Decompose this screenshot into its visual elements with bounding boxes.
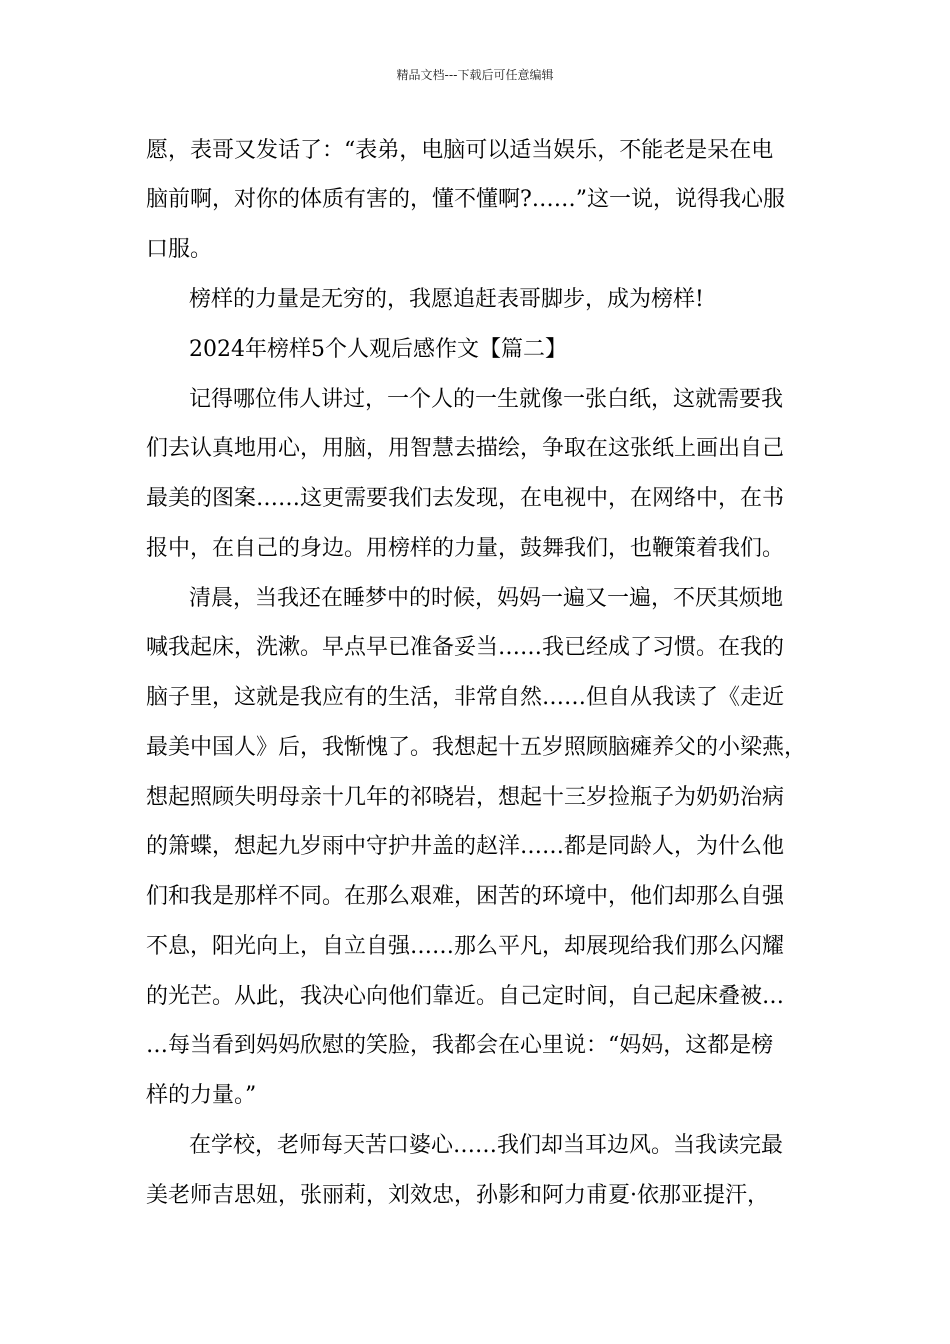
text-line: 榜样的力量是无穷的，我愿追赶表哥脚步，成为榜样! bbox=[189, 287, 704, 312]
text-line: 最美的图案……这更需要我们去发现，在电视中，在网络中，在书 bbox=[146, 486, 785, 511]
text-line: 最美中国人》后，我惭愧了。我想起十五岁照顾脑瘫养父的小梁燕， bbox=[146, 735, 807, 760]
text-line: 脑子里，这就是我应有的生活，非常自然……但自从我读了《走近 bbox=[146, 685, 785, 710]
page-header: 精品文档---下载后可任意编辑 bbox=[396, 68, 554, 82]
text-line: 的光芒。从此，我决心向他们靠近。自己定时间，自己起床叠被… bbox=[146, 984, 785, 1009]
text-line: 喊我起床，洗漱。早点早已准备妥当……我已经成了习惯。在我的 bbox=[146, 635, 785, 660]
section-heading: 2024年榜样5个人观后感作文【篇二】 bbox=[189, 337, 567, 362]
text-line: 清晨，当我还在睡梦中的时候，妈妈一遍又一遍，不厌其烦地 bbox=[189, 586, 784, 611]
text-line: 们和我是那样不同。在那么艰难，困苦的环境中，他们却那么自强 bbox=[146, 884, 785, 909]
text-line: 报中，在自己的身边。用榜样的力量，鼓舞我们，也鞭策着我们。 bbox=[146, 536, 785, 561]
text-line: 口服。 bbox=[146, 237, 213, 262]
text-line: 在学校，老师每天苦口婆心……我们却当耳边风。当我读完最 bbox=[189, 1133, 784, 1158]
text-line: 们去认真地用心，用脑，用智慧去描绘，争取在这张纸上画出自己 bbox=[146, 436, 785, 461]
text-line: …每当看到妈妈欣慰的笑脸，我都会在心里说：“妈妈，这都是榜 bbox=[146, 1033, 774, 1058]
text-line: 脑前啊，对你的体质有害的，懂不懂啊?……”这一说，说得我心服 bbox=[146, 187, 786, 212]
text-line: 想起照顾失明母亲十几年的祁晓岩，想起十三岁捡瓶子为奶奶治病 bbox=[146, 785, 785, 810]
text-line: 记得哪位伟人讲过，一个人的一生就像一张白纸，这就需要我 bbox=[189, 387, 784, 412]
text-line: 样的力量。” bbox=[146, 1083, 257, 1108]
text-line: 愿，表哥又发话了：“表弟，电脑可以适当娱乐，不能老是呆在电 bbox=[146, 138, 774, 163]
text-line: 美老师吉思妞，张丽莉，刘效忠，孙影和阿力甫夏·依那亚提汗， bbox=[146, 1183, 769, 1208]
text-line: 不息，阳光向上，自立自强……那么平凡，却展现给我们那么闪耀 bbox=[146, 934, 785, 959]
text-line: 的箫蝶，想起九岁雨中守护井盖的赵洋……都是同龄人，为什么他 bbox=[146, 834, 785, 859]
